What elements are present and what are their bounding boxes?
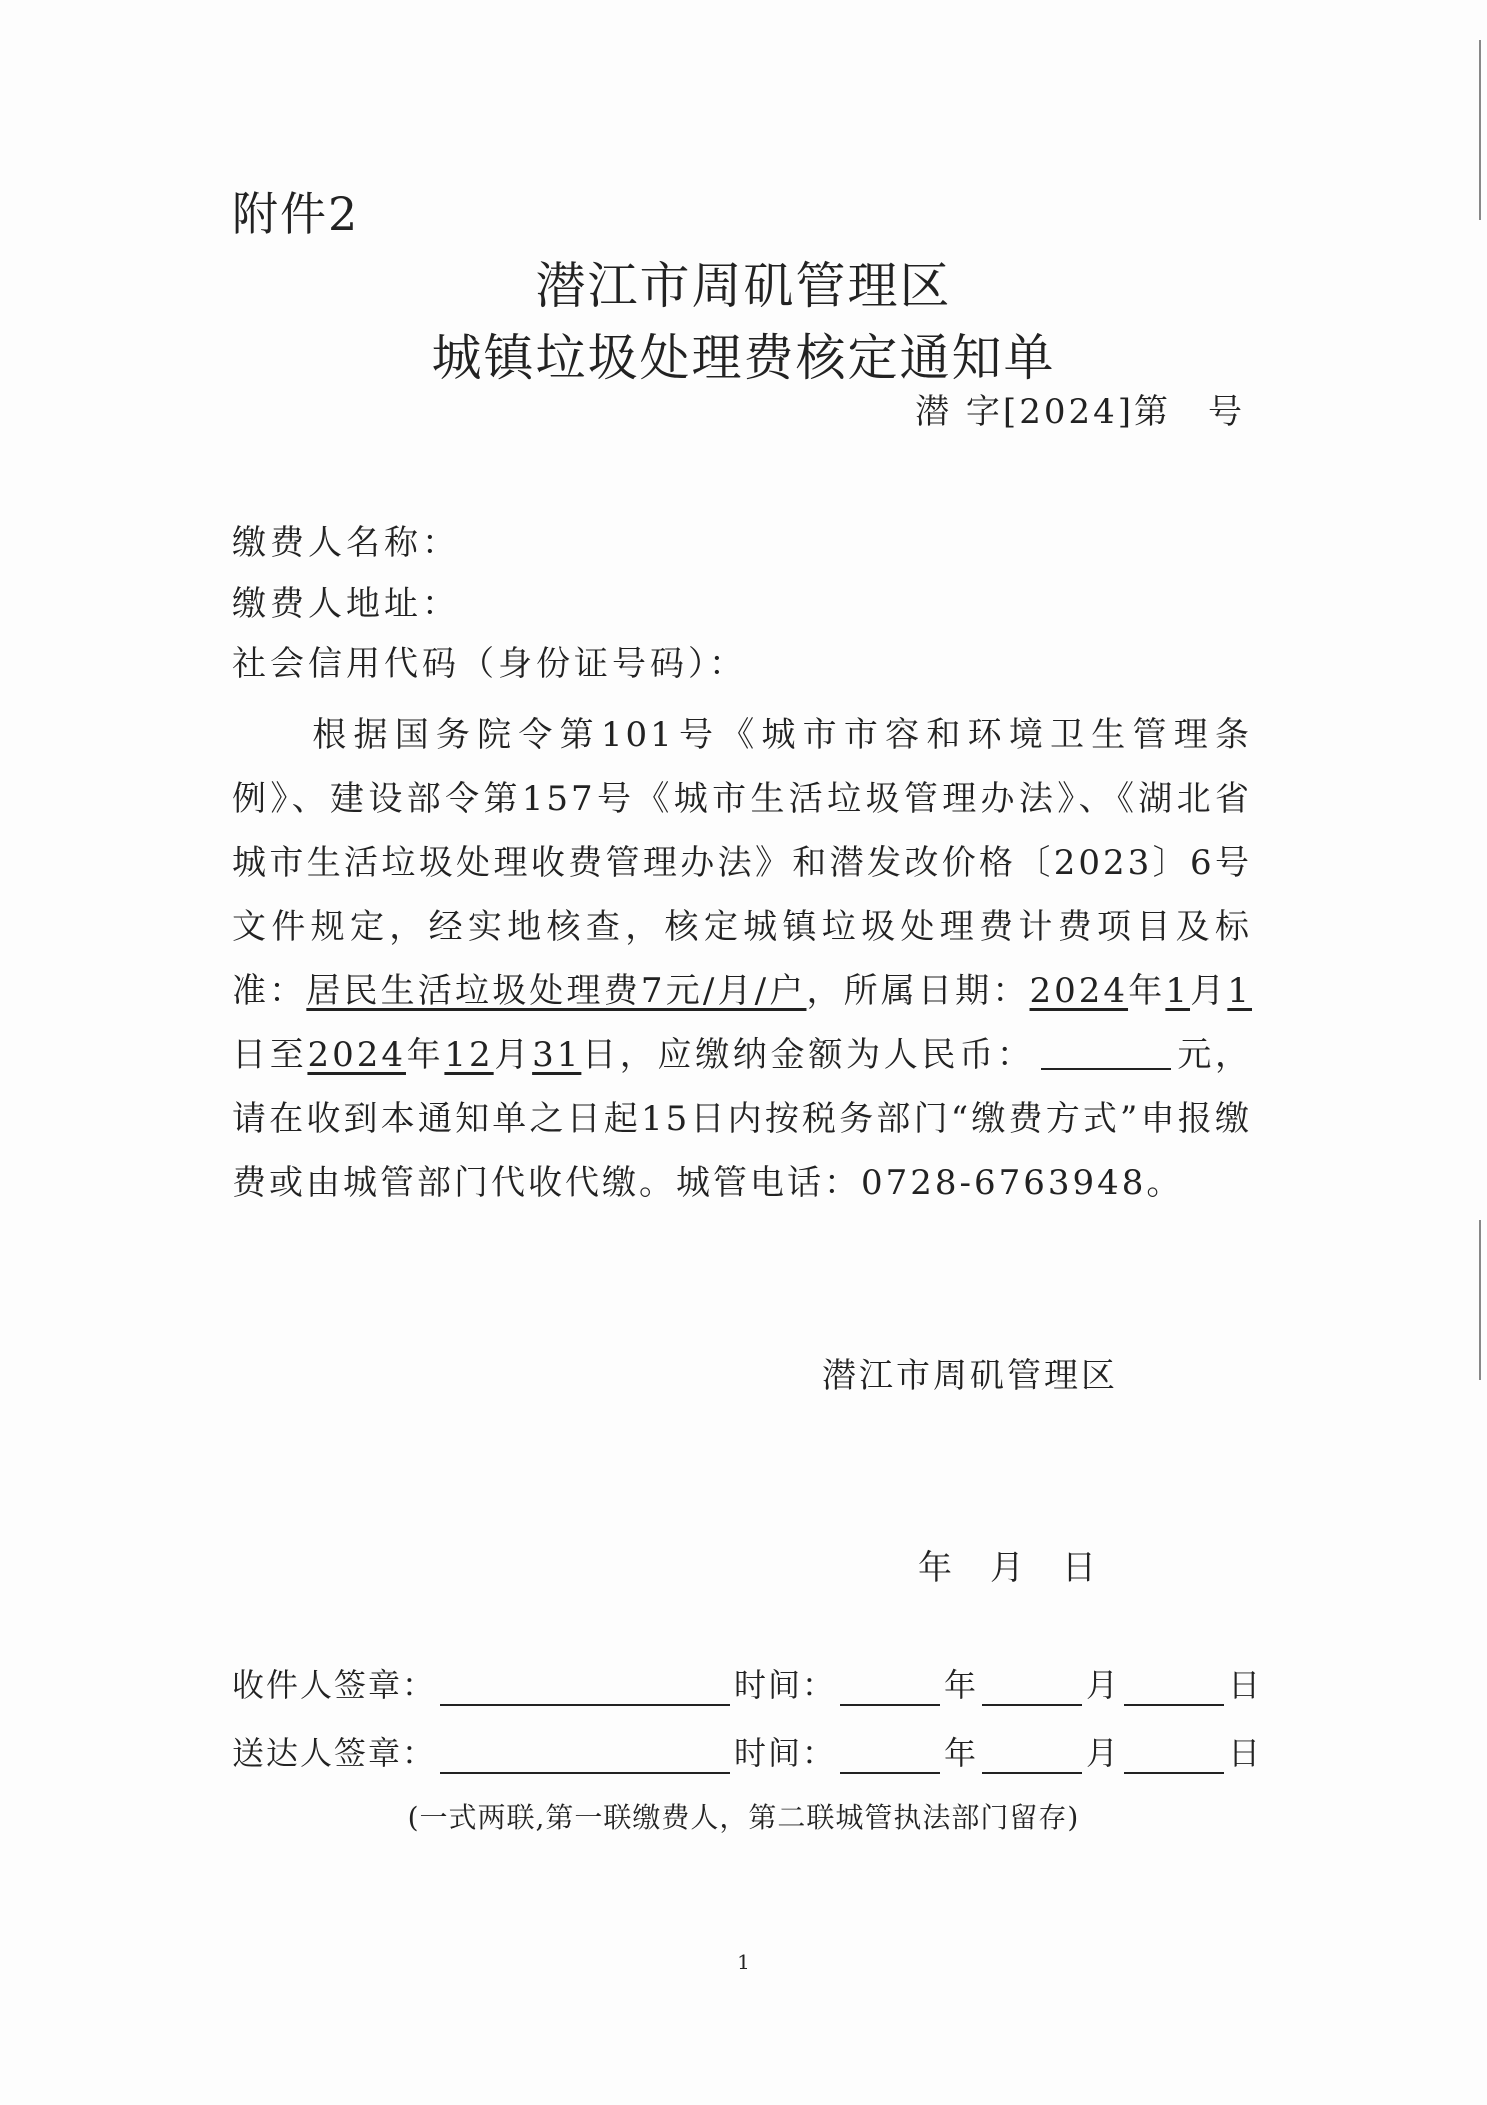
receiver-signature-row: [232, 1660, 1262, 1706]
amount-prefix: 日，应缴纳金额为人民币：: [581, 1035, 1035, 1075]
issue-date: 年 月 日: [918, 1548, 1098, 1588]
deliverer-month-line: [982, 1744, 1082, 1774]
receiver-day-line: [1124, 1676, 1224, 1706]
receiver-year-line: [840, 1676, 940, 1706]
credit-code-label: 社会信用代码（身份证号码）：: [232, 644, 747, 684]
receiver-month-line: [982, 1676, 1082, 1706]
deliverer-day-line: [1124, 1744, 1224, 1774]
issuer-name: 潜江市周矶管理区: [822, 1356, 1118, 1396]
to-text: 日至: [232, 1035, 308, 1075]
period-label: ，所属日期：: [806, 971, 1030, 1011]
start-month: 1: [1165, 971, 1191, 1011]
title-line-1: 潜江市周矶管理区: [535, 257, 952, 315]
payer-name-label: 缴费人名称：: [232, 523, 460, 563]
receiver-label: 收件人签章：: [232, 1666, 437, 1704]
attachment-label: 附件2: [232, 187, 360, 241]
deliverer-signature-row: [232, 1728, 1262, 1774]
fee-standard: 居民生活垃圾处理费7元/月/户: [306, 971, 807, 1011]
payer-address-label: 缴费人地址：: [232, 584, 460, 624]
year-label: 年: [944, 1734, 979, 1772]
day-label: 日: [1228, 1734, 1263, 1772]
start-year: 2024: [1029, 971, 1129, 1011]
time-label: 时间：: [734, 1666, 837, 1704]
month-char-2: 月: [493, 1035, 533, 1075]
deliverer-label: 送达人签章：: [232, 1734, 437, 1772]
title-line-2: 城镇垃圾处理费核定通知单: [431, 329, 1056, 387]
receiver-signature-line: [440, 1676, 730, 1706]
year-char: 年: [1128, 971, 1166, 1011]
year-char-2: 年: [405, 1035, 445, 1075]
page-number: 1: [737, 1950, 750, 1974]
deliverer-signature-line: [440, 1744, 730, 1774]
day-label: 日: [1228, 1666, 1263, 1704]
scan-edge-mark: [1479, 1220, 1481, 1380]
document-number: 潜 字[2024]第 号: [915, 392, 1245, 432]
notice-body: [232, 703, 1252, 1215]
month-char: 月: [1190, 971, 1228, 1011]
end-day: 31: [532, 1035, 582, 1075]
time-label: 时间：: [734, 1734, 837, 1772]
amount-suffix: 元，请在收到本通知单之日起15日内按税务部门“缴费方式”申报缴费或由城管部门代收代缴。城管电话：0728-6763948。: [232, 1035, 1253, 1203]
amount-blank: [1041, 1038, 1171, 1070]
end-year: 2024: [307, 1035, 406, 1075]
scan-edge-mark: [1479, 40, 1481, 220]
body-paragraph: 根据国务院令第101号《城市市容和环境卫生管理条例》、建设部令第157号《城市生活垃圾管理办法》、《湖北省城市生活垃圾处理收费管理办法》和潜发改价格〔2023〕6号文件规定，经实地核查，核定城镇垃圾处理费计费项目及标准：: [232, 715, 1252, 1011]
month-label: 月: [1086, 1666, 1121, 1704]
month-label: 月: [1086, 1734, 1121, 1772]
deliverer-year-line: [840, 1744, 940, 1774]
start-day: 1: [1227, 971, 1252, 1011]
year-label: 年: [944, 1666, 979, 1704]
end-month: 12: [444, 1035, 494, 1075]
copies-note: (一式两联,第一联缴费人，第二联城管执法部门留存): [407, 1801, 1080, 1834]
